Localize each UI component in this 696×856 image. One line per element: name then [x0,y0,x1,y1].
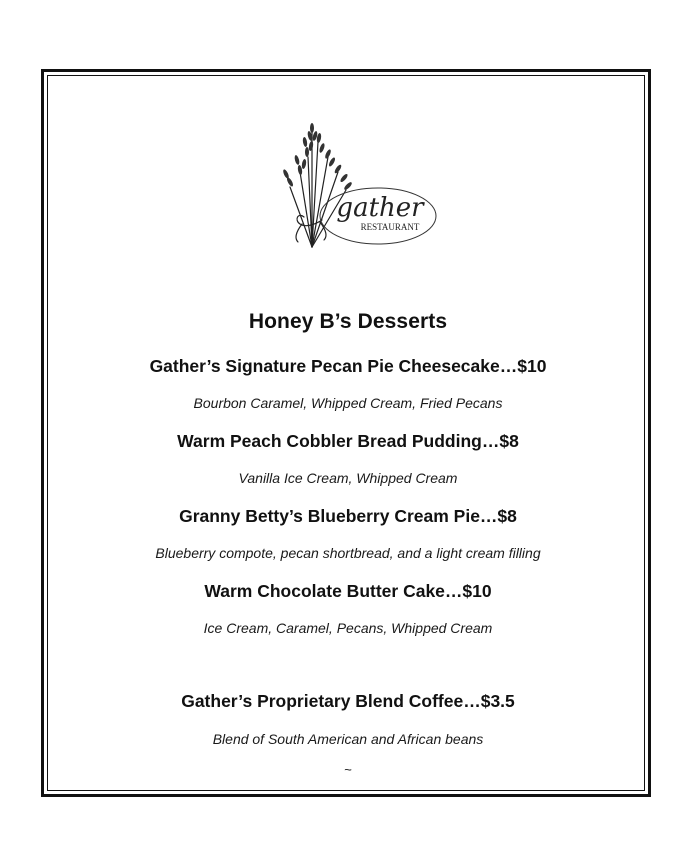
menu-item-name: Gather’s Signature Pecan Pie Cheesecake…$10 [149,356,547,376]
menu-item-description: Vanilla Ice Cream, Whipped Cream [238,470,458,486]
menu-item-description: Blueberry compote, pecan shortbread, and a light cream filling [155,545,541,561]
menu-item-name: Warm Chocolate Butter Cake…$10 [204,581,492,601]
menu-item-description: Blend of South American and African beans [212,731,484,747]
logo-subtitle: RESTAURANT [360,222,420,232]
menu-title: Honey B’s Desserts [248,310,448,333]
menu-item-name: Gather’s Proprietary Blend Coffee…$3.5 [181,691,515,711]
logo-word: gather [336,193,424,223]
menu-item-name: Warm Peach Cobbler Bread Pudding…$8 [177,431,519,451]
gather-restaurant-logo [260,112,440,260]
menu-footer-tilde: ~ [344,762,352,777]
menu-item-description: Ice Cream, Caramel, Pecans, Whipped Cream [203,620,493,636]
menu-item-description: Bourbon Caramel, Whipped Cream, Fried Pecans [193,395,503,411]
menu-item-name: Granny Betty’s Blueberry Cream Pie…$8 [179,506,517,526]
wheat-bundle-icon [282,123,353,247]
